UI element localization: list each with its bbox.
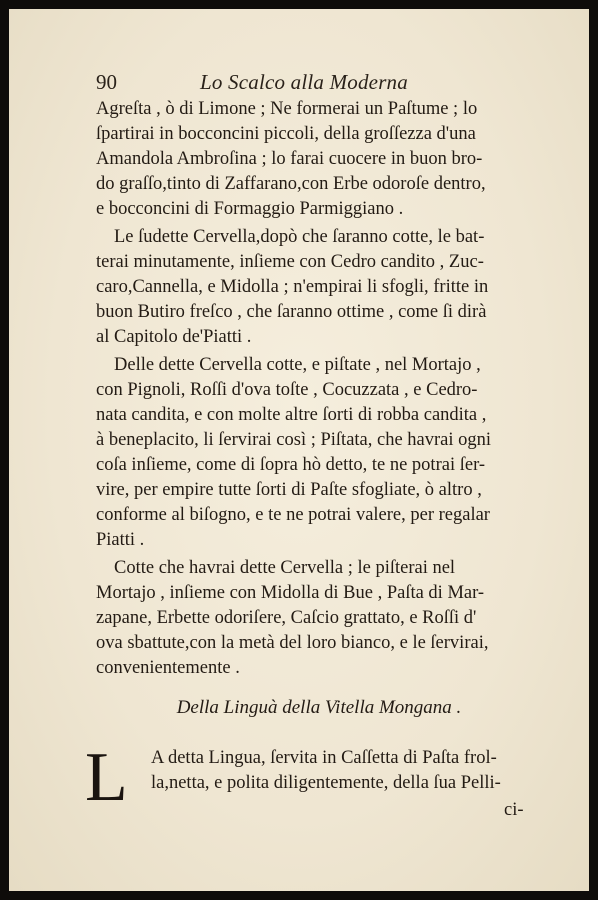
text-line: ſpartirai in bocconcini piccoli, della groſſezza d'una	[96, 124, 476, 144]
running-title: Lo Scalco alla Moderna	[200, 70, 408, 94]
text-line: terai minutamente, inſieme con Cedro candito , Zuc-	[96, 252, 484, 272]
text-line: buon Butiro freſco , che ſaranno ottime , come ſi dirà	[96, 302, 487, 322]
text-line: conforme al biſogno, e te ne potrai valere, per regalar	[96, 505, 490, 525]
text-line: à beneplacito, li ſervirai così ; Piſtata, che havrai ogni	[96, 430, 492, 450]
text-line: Delle dette Cervella cotte, e piſtate , nel Mortajo ,	[114, 355, 481, 375]
drop-cap: L	[85, 739, 128, 816]
text-line: Mortajo , inſieme con Midolla di Bue , Paſta di Mar-	[96, 583, 485, 603]
text-line: Agreſta , ò di Limone ; Ne formerai un Paſtume ; lo	[96, 99, 478, 119]
text-line: ova sbattute,con la metà del loro bianco, e le ſervirai,	[96, 633, 489, 653]
text-line: A detta Lingua, ſervita in Caſſetta di Paſta frol-	[151, 748, 497, 768]
text-line: caro,Cannella, e Midolla ; n'empirai li sfogli, fritte in	[96, 277, 489, 297]
text-line: al Capitolo de'Piatti .	[96, 327, 252, 347]
text-line: zapane, Erbette odoriſere, Caſcio grattato, e Roſſi d'	[96, 608, 477, 628]
text-line: Cotte che havrai dette Cervella ; le piſterai nel	[114, 558, 456, 578]
text-line: Piatti .	[96, 530, 145, 550]
text-line: coſa inſieme, come di ſopra hò detto, te ne potrai ſer-	[96, 455, 486, 475]
text-line: con Pignoli, Roſſi d'ova toſte , Cocuzzata , e Cedro-	[96, 380, 478, 400]
text-line: do graſſo,tinto di Zaffarano,con Erbe odoroſe dentro,	[96, 174, 486, 194]
section-title: Della Linguà della Vitella Mongana .	[176, 697, 462, 718]
text-line: nata candita, e con molte altre ſorti di robba candita ,	[96, 405, 487, 425]
book-page	[9, 9, 589, 891]
text-line: Le ſudette Cervella,dopò che ſaranno cotte, le bat-	[114, 227, 485, 247]
text-line: vire, per empire tutte ſorti di Paſte sfogliate, ò altro ,	[96, 480, 482, 500]
text-line: Amandola Ambroſina ; lo farai cuocere in buon bro-	[96, 149, 483, 169]
running-head	[96, 67, 549, 97]
catchword: ci-	[504, 800, 524, 820]
text-line: convenientemente .	[96, 658, 240, 678]
page-number: 90	[96, 70, 117, 94]
text-line: la,netta, e polita diligentemente, della ſua Pelli-	[151, 773, 501, 793]
text-line: e bocconcini di Formaggio Parmiggiano .	[96, 199, 404, 219]
